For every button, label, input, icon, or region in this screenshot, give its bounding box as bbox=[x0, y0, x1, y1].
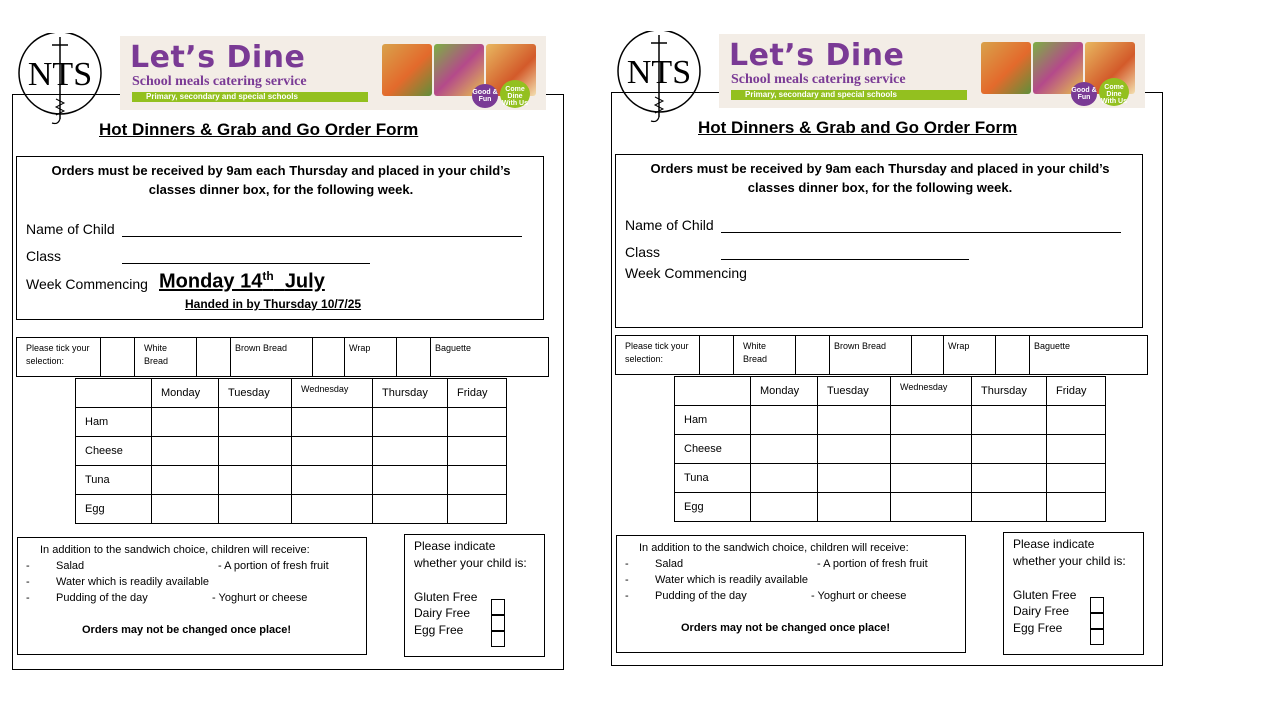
white-bread-checkbox[interactable] bbox=[700, 336, 734, 375]
grid-cell[interactable] bbox=[972, 406, 1047, 435]
table-row bbox=[76, 495, 507, 524]
brand-strip: Primary, secondary and special schools bbox=[132, 92, 368, 102]
week-label: Week Commencing bbox=[625, 265, 747, 281]
filling-egg: Egg bbox=[76, 495, 152, 524]
grid-cell[interactable] bbox=[219, 466, 292, 495]
svg-text:NTS: NTS bbox=[626, 54, 692, 91]
food-photo-plate bbox=[382, 44, 432, 96]
baguette-checkbox[interactable] bbox=[397, 338, 431, 377]
brand-strip: Primary, secondary and special schools bbox=[731, 90, 967, 100]
table-row bbox=[76, 466, 507, 495]
white-bread-label: White Bread bbox=[734, 336, 796, 375]
brand-name: Let’s Dine bbox=[130, 40, 306, 75]
grid-cell[interactable] bbox=[152, 466, 219, 495]
grid-cell[interactable] bbox=[1047, 435, 1106, 464]
extras-warning: Orders may not be changed once place! bbox=[681, 622, 891, 634]
filling-cheese: Cheese bbox=[76, 437, 152, 466]
handed-in-note: Handed in by Thursday 10/7/25 bbox=[185, 297, 362, 311]
diet-dairy-label: Dairy Free bbox=[414, 606, 471, 620]
grid-cell[interactable] bbox=[219, 408, 292, 437]
name-label: Name of Child bbox=[26, 221, 115, 237]
grid-cell[interactable] bbox=[448, 408, 507, 437]
brand-tagline: School meals catering service bbox=[731, 72, 906, 87]
grid-cell[interactable] bbox=[891, 406, 972, 435]
week-suffix: th bbox=[262, 269, 274, 283]
gluten-free-checkbox[interactable] bbox=[1090, 597, 1104, 613]
table-row bbox=[675, 464, 1106, 493]
extras-item-yoghurt: - Yoghurt or cheese bbox=[212, 592, 308, 604]
grid-cell[interactable] bbox=[818, 493, 891, 522]
grid-cell[interactable] bbox=[751, 464, 818, 493]
school-logo bbox=[615, 31, 703, 123]
extras-item-pudding: Pudding of the day bbox=[56, 592, 148, 604]
grid-corner bbox=[76, 379, 152, 408]
grid-cell[interactable] bbox=[152, 437, 219, 466]
grid-cell[interactable] bbox=[373, 495, 448, 524]
grid-cell[interactable] bbox=[751, 435, 818, 464]
grid-cell[interactable] bbox=[891, 464, 972, 493]
white-bread-checkbox[interactable] bbox=[101, 338, 135, 377]
week-commencing-value bbox=[159, 269, 325, 294]
class-field[interactable] bbox=[122, 263, 370, 264]
grid-cell[interactable] bbox=[292, 466, 373, 495]
egg-free-checkbox[interactable] bbox=[491, 631, 505, 647]
grid-cell[interactable] bbox=[818, 435, 891, 464]
extras-bullet: - bbox=[625, 590, 629, 602]
sandwich-grid bbox=[75, 378, 507, 524]
extras-bullet: - bbox=[26, 592, 30, 604]
extras-item-fruit: - A portion of fresh fruit bbox=[817, 558, 928, 570]
bread-selection-table bbox=[615, 335, 1148, 375]
selection-prompt: Please tick your selection: bbox=[616, 336, 700, 375]
class-label: Class bbox=[625, 244, 661, 260]
dietary-box bbox=[1003, 532, 1144, 655]
filling-ham: Ham bbox=[76, 408, 152, 437]
grid-cell[interactable] bbox=[219, 495, 292, 524]
grid-cell[interactable] bbox=[292, 408, 373, 437]
order-deadline-notice: Orders must be received by 9am each Thursday and placed in your child’s classes dinner box, for the following week. bbox=[51, 163, 511, 197]
brown-bread-label: Brown Bread bbox=[830, 336, 912, 375]
baguette-label: Baguette bbox=[1030, 336, 1148, 375]
week-label: Week Commencing bbox=[26, 276, 148, 292]
day-monday: Monday bbox=[152, 379, 219, 408]
brand-name: Let’s Dine bbox=[729, 38, 905, 73]
filling-egg: Egg bbox=[675, 493, 751, 522]
grid-cell[interactable] bbox=[972, 464, 1047, 493]
dietary-question: Please indicate whether your child is: bbox=[414, 539, 527, 570]
diet-gluten-label: Gluten Free bbox=[1013, 588, 1077, 602]
sandwich-grid bbox=[674, 376, 1106, 522]
class-field[interactable] bbox=[721, 259, 969, 260]
egg-free-checkbox[interactable] bbox=[1090, 629, 1104, 645]
table-row bbox=[76, 408, 507, 437]
filling-tuna: Tuna bbox=[76, 466, 152, 495]
baguette-checkbox[interactable] bbox=[996, 336, 1030, 375]
extras-item-water: Water which is readily available bbox=[56, 576, 210, 588]
grid-cell[interactable] bbox=[972, 493, 1047, 522]
grid-cell[interactable] bbox=[448, 495, 507, 524]
grid-header-row bbox=[76, 379, 507, 408]
extras-warning: Orders may not be changed once place! bbox=[82, 624, 292, 636]
grid-cell[interactable] bbox=[1047, 493, 1106, 522]
dairy-free-checkbox[interactable] bbox=[1090, 613, 1104, 629]
wrap-label: Wrap bbox=[345, 338, 397, 377]
extras-item-pudding: Pudding of the day bbox=[655, 590, 747, 602]
dietary-box bbox=[404, 534, 545, 657]
extras-bullet: - bbox=[625, 558, 629, 570]
badge-fun: Good & Fun bbox=[1071, 82, 1097, 106]
table-row bbox=[76, 437, 507, 466]
form-title: Hot Dinners & Grab and Go Order Form bbox=[99, 120, 419, 139]
white-bread-label: White Bread bbox=[135, 338, 197, 377]
dairy-free-checkbox[interactable] bbox=[491, 615, 505, 631]
grid-cell[interactable] bbox=[448, 437, 507, 466]
grid-cell[interactable] bbox=[818, 464, 891, 493]
grid-cell[interactable] bbox=[373, 466, 448, 495]
details-box bbox=[16, 156, 544, 320]
grid-cell[interactable] bbox=[1047, 406, 1106, 435]
order-deadline-notice: Orders must be received by 9am each Thursday and placed in your child’s classes dinner box, for the following week. bbox=[650, 161, 1110, 195]
grid-cell[interactable] bbox=[751, 406, 818, 435]
badge-fun: Good & Fun bbox=[472, 84, 498, 108]
grid-cell[interactable] bbox=[152, 408, 219, 437]
school-logo bbox=[16, 33, 104, 125]
form-title: Hot Dinners & Grab and Go Order Form bbox=[698, 118, 1018, 137]
table-row bbox=[675, 493, 1106, 522]
diet-egg-label: Egg Free bbox=[414, 623, 464, 637]
selection-prompt: Please tick your selection: bbox=[17, 338, 101, 377]
grid-cell[interactable] bbox=[1047, 464, 1106, 493]
grid-cell[interactable] bbox=[448, 466, 507, 495]
brand-tagline: School meals catering service bbox=[132, 74, 307, 89]
brown-bread-checkbox[interactable] bbox=[796, 336, 830, 375]
brown-bread-label: Brown Bread bbox=[231, 338, 313, 377]
extras-item-fruit: - A portion of fresh fruit bbox=[218, 560, 329, 572]
extras-item-salad: Salad bbox=[655, 558, 684, 570]
grid-cell[interactable] bbox=[152, 495, 219, 524]
extras-item-water: Water which is readily available bbox=[655, 574, 809, 586]
order-form-left bbox=[0, 0, 600, 680]
grid-cell[interactable] bbox=[373, 408, 448, 437]
day-monday: Monday bbox=[751, 377, 818, 406]
week-day: Monday 14 bbox=[159, 270, 263, 293]
wrap-checkbox[interactable] bbox=[313, 338, 345, 377]
name-field[interactable] bbox=[122, 236, 522, 237]
diet-dairy-label: Dairy Free bbox=[1013, 604, 1070, 618]
lets-dine-banner bbox=[120, 36, 546, 110]
diet-gluten-label: Gluten Free bbox=[414, 590, 478, 604]
extras-item-salad: Salad bbox=[56, 560, 85, 572]
week-month: July bbox=[284, 270, 325, 293]
extras-box bbox=[17, 537, 367, 655]
day-tuesday: Tuesday bbox=[818, 377, 891, 406]
badge-dine: Come Dine With Us bbox=[1099, 78, 1129, 106]
grid-cell[interactable] bbox=[292, 437, 373, 466]
extras-bullet: - bbox=[26, 560, 30, 572]
day-friday: Friday bbox=[448, 379, 507, 408]
wrap-label: Wrap bbox=[944, 336, 996, 375]
table-row bbox=[675, 435, 1106, 464]
day-tuesday: Tuesday bbox=[219, 379, 292, 408]
grid-cell[interactable] bbox=[373, 437, 448, 466]
filling-ham: Ham bbox=[675, 406, 751, 435]
grid-cell[interactable] bbox=[972, 435, 1047, 464]
order-form-right bbox=[599, 0, 1199, 678]
svg-text:NTS: NTS bbox=[27, 56, 93, 93]
grid-cell[interactable] bbox=[818, 406, 891, 435]
extras-intro: In addition to the sandwich choice, children will receive: bbox=[40, 544, 310, 556]
grid-cell[interactable] bbox=[891, 435, 972, 464]
bread-selection-table bbox=[16, 337, 549, 377]
day-wednesday: Wednesday bbox=[292, 379, 373, 408]
lets-dine-banner bbox=[719, 34, 1145, 108]
grid-cell[interactable] bbox=[292, 495, 373, 524]
extras-bullet: - bbox=[26, 576, 30, 588]
gluten-free-checkbox[interactable] bbox=[491, 599, 505, 615]
extras-bullet: - bbox=[625, 574, 629, 586]
grid-corner bbox=[675, 377, 751, 406]
day-thursday: Thursday bbox=[373, 379, 448, 408]
day-friday: Friday bbox=[1047, 377, 1106, 406]
wrap-checkbox[interactable] bbox=[912, 336, 944, 375]
grid-cell[interactable] bbox=[219, 437, 292, 466]
badge-dine: Come Dine With Us bbox=[500, 80, 530, 108]
day-thursday: Thursday bbox=[972, 377, 1047, 406]
filling-cheese: Cheese bbox=[675, 435, 751, 464]
extras-box bbox=[616, 535, 966, 653]
extras-intro: In addition to the sandwich choice, children will receive: bbox=[639, 542, 909, 554]
details-box bbox=[615, 154, 1143, 328]
food-photo-plate bbox=[981, 42, 1031, 94]
name-label: Name of Child bbox=[625, 217, 714, 233]
name-field[interactable] bbox=[721, 232, 1121, 233]
brown-bread-checkbox[interactable] bbox=[197, 338, 231, 377]
filling-tuna: Tuna bbox=[675, 464, 751, 493]
grid-header-row bbox=[675, 377, 1106, 406]
diet-egg-label: Egg Free bbox=[1013, 621, 1063, 635]
extras-item-yoghurt: - Yoghurt or cheese bbox=[811, 590, 907, 602]
grid-cell[interactable] bbox=[751, 493, 818, 522]
dietary-question: Please indicate whether your child is: bbox=[1013, 537, 1126, 568]
baguette-label: Baguette bbox=[431, 338, 549, 377]
class-label: Class bbox=[26, 248, 62, 264]
day-wednesday: Wednesday bbox=[891, 377, 972, 406]
grid-cell[interactable] bbox=[891, 493, 972, 522]
table-row bbox=[675, 406, 1106, 435]
